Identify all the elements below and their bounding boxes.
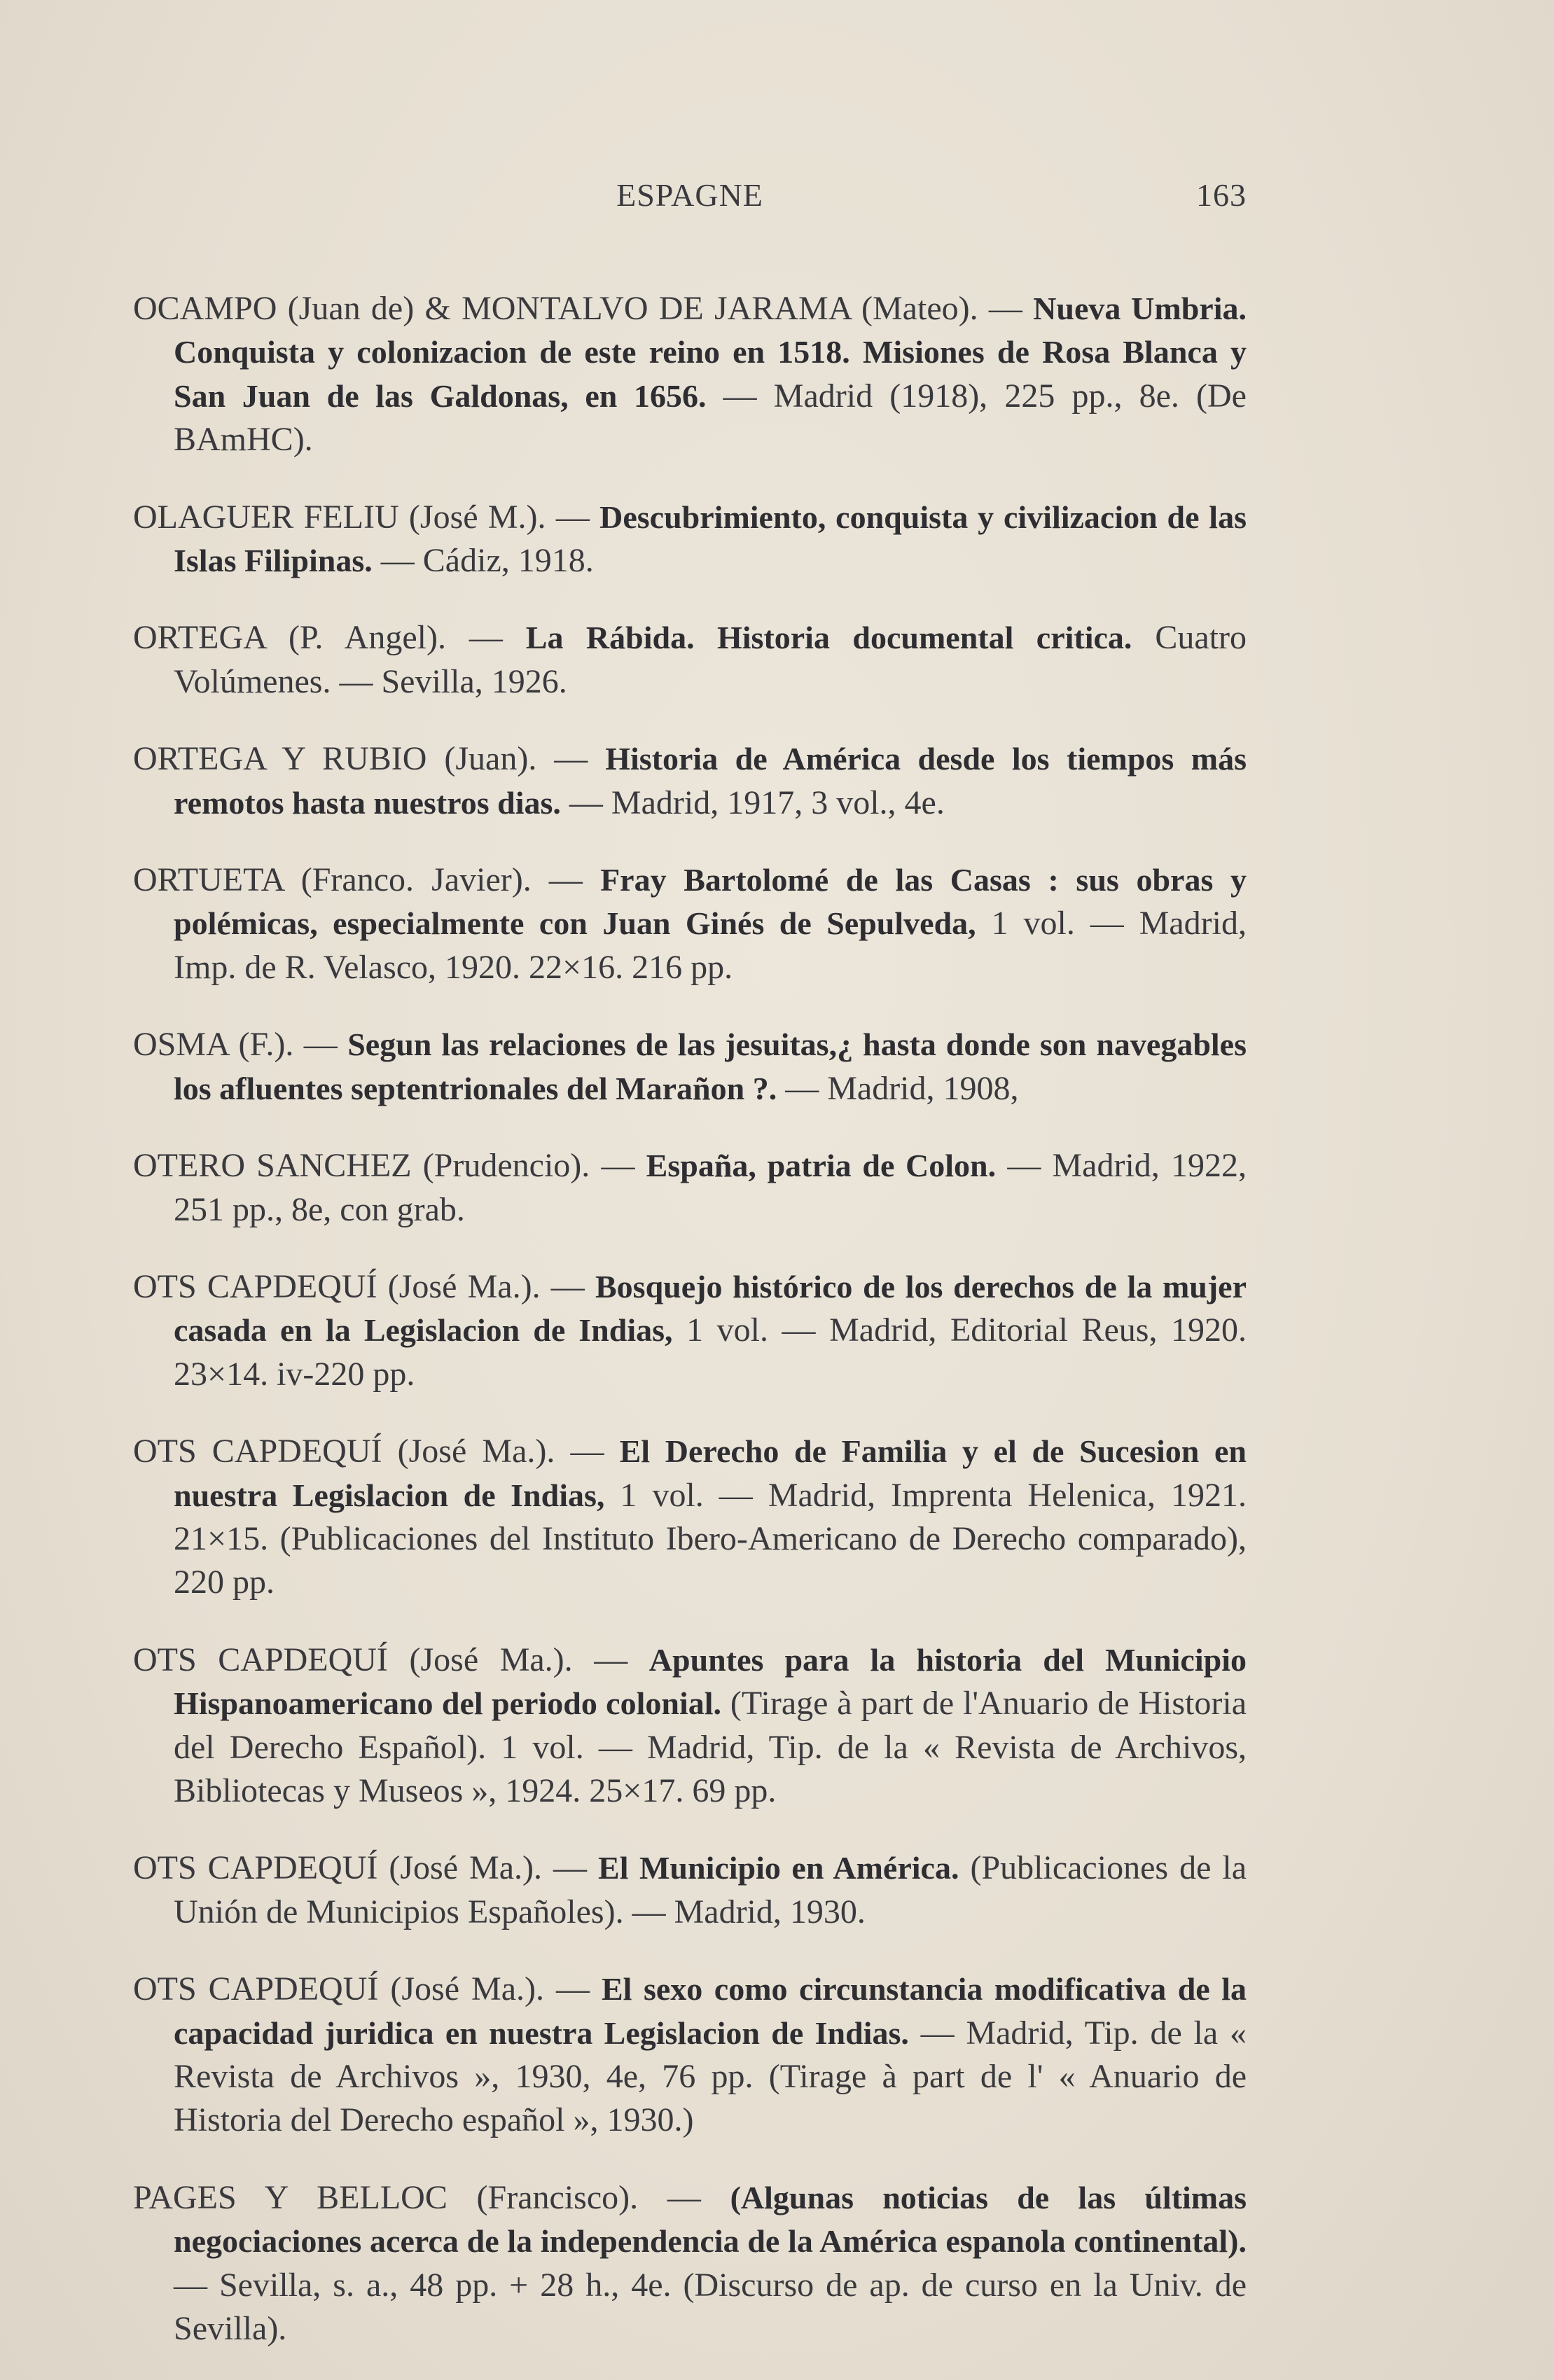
entry-title: Descubrimiento, conquista y civilizacion de las Islas Filipinas. bbox=[174, 499, 1247, 579]
entry-imprint: — Madrid, 1922, 251 pp., 8e, con grab. bbox=[174, 1147, 1247, 1228]
entry-imprint: 1 vol. — Madrid, Imp. de R. Velasco, 1920. 22×16. 216 pp. bbox=[174, 905, 1247, 986]
entry-imprint: — Madrid (1918), 225 pp., 8e. (De BAmHC). bbox=[174, 377, 1247, 459]
entry-author: OTERO SANCHEZ (Prudencio). — bbox=[133, 1147, 646, 1185]
entry-author: PAGES Y BELLOC (Francisco). — bbox=[133, 2178, 730, 2216]
entry-imprint: — Madrid, 1917, 3 vol., 4e. bbox=[560, 784, 945, 821]
entry-imprint: 1 vol. — Madrid, Editorial Reus, 1920. 23×14. iv-220 pp. bbox=[174, 1311, 1247, 1393]
entry-title: Historia de América desde los tiempos más remotos hasta nuestros dias. bbox=[174, 741, 1247, 821]
entry-title: El Municipio en América. bbox=[598, 1850, 959, 1886]
entry-title: El Derecho de Familia y el de Sucesion en nuestra Legislacion de Indias, bbox=[174, 1433, 1247, 1513]
entry-author: OTS CAPDEQUÍ (José Ma.). — bbox=[133, 1267, 595, 1305]
entry-imprint: 1 vol. — Madrid, Imprenta Helenica, 1921. 21×15. (Publicaciones del Instituto Ibero-Americano de Derecho comparado), 220 pp. bbox=[174, 1476, 1247, 1601]
entry-title: Bosquejo histórico de los derechos de la mujer casada en la Legislacion de Indias, bbox=[174, 1268, 1247, 1349]
bibliography-entry bbox=[133, 1430, 1247, 1605]
bibliography-entry bbox=[133, 1023, 1247, 1111]
entry-title: Apuntes para la historia del Municipio Hispanoamericano del periodo colonial. bbox=[174, 1641, 1247, 1722]
bibliography-entry bbox=[133, 496, 1247, 583]
bibliography-entry bbox=[133, 737, 1247, 825]
bibliography-entry bbox=[133, 616, 1247, 704]
entry-title: España, patria de Colon. bbox=[646, 1148, 997, 1184]
entry-author: OLAGUER FELIU (José M.). — bbox=[133, 498, 600, 536]
bibliography-entry bbox=[133, 1144, 1247, 1232]
entry-title: (Algunas noticias de las últimas negociaciones acerca de la independencia de la América espanola continental). bbox=[174, 2179, 1247, 2260]
bibliography-list bbox=[133, 253, 1247, 2352]
entry-imprint: (Tirage à part de l'Anuario de Historia del Derecho Español). 1 vol. — Madrid, Tip. de la « Revista de Archivos, Bibliotecas y Museos », 1924. 25×17. 69 pp. bbox=[174, 1685, 1247, 1809]
entry-author: ORTEGA Y RUBIO (Juan). — bbox=[133, 740, 606, 778]
entry-author: ORTEGA (P. Angel). — bbox=[133, 619, 526, 657]
bibliography-entry bbox=[133, 1265, 1247, 1396]
entry-author: OTS CAPDEQUÍ (José Ma.). — bbox=[133, 1849, 599, 1887]
bibliography-entry bbox=[133, 1638, 1247, 1814]
entry-author: OTS CAPDEQUÍ (José Ma.). — bbox=[133, 1641, 649, 1678]
entry-imprint: — Cádiz, 1918. bbox=[372, 542, 594, 580]
bibliography-entry bbox=[133, 1846, 1247, 1934]
entry-author: OCAMPO (Juan de) & MONTALVO DE JARAMA (Mateo). — bbox=[133, 290, 1034, 327]
page-number: 163 bbox=[1196, 177, 1247, 213]
entry-title: Segun las relaciones de las jesuitas,¿ hasta donde son navegables los afluentes septentrionales del Marañon ?. bbox=[174, 1027, 1247, 1106]
entry-imprint: — Madrid, 1908, bbox=[777, 1069, 1019, 1107]
entry-imprint: (Publicaciones de la Unión de Municipios Españoles). — Madrid, 1930. bbox=[174, 1849, 1247, 1930]
bibliography-entry bbox=[133, 287, 1247, 462]
entry-author: OTS CAPDEQUÍ (José Ma.). — bbox=[133, 1970, 602, 2008]
entry-imprint: — Madrid, Tip. de la « Revista de Archivos », 1930, 4e, 76 pp. (Tirage à part de l' « Anuario de Historia del Derecho español », 1930.) bbox=[174, 2014, 1247, 2139]
entry-author: ORTUETA (Franco. Javier). — bbox=[133, 861, 601, 899]
bibliography-entry bbox=[133, 2176, 1247, 2351]
entry-imprint: — Sevilla, s. a., 48 pp. + 28 h., 4e. (Discurso de ap. de curso en la Univ. de Sevilla). bbox=[174, 2266, 1247, 2348]
bibliography-entry bbox=[133, 1968, 1247, 2143]
bibliography-entry bbox=[133, 858, 1247, 989]
running-header bbox=[133, 176, 1247, 218]
entry-author: OTS CAPDEQUÍ (José Ma.). — bbox=[133, 1433, 620, 1470]
entry-title: Nueva Umbria. Conquista y colonizacion de este reino en 1518. Misiones de Rosa Blanca y San Juan de las Galdonas, en 1656. bbox=[174, 291, 1247, 414]
entry-title: Fray Bartolomé de las Casas : sus obras y polémicas, especialmente con Juan Ginés de Sepulveda, bbox=[174, 862, 1247, 942]
entry-title: La Rábida. Historia documental critica. bbox=[525, 620, 1132, 656]
entry-title: El sexo como circunstancia modificativa de la capacidad juridica en nuestra Legislacion de Indias. bbox=[174, 1971, 1247, 2051]
entry-author: OSMA (F.). — bbox=[133, 1026, 348, 1064]
running-title: ESPAGNE bbox=[616, 177, 763, 213]
entry-imprint: Cuatro Volúmenes. — Sevilla, 1926. bbox=[174, 619, 1247, 700]
